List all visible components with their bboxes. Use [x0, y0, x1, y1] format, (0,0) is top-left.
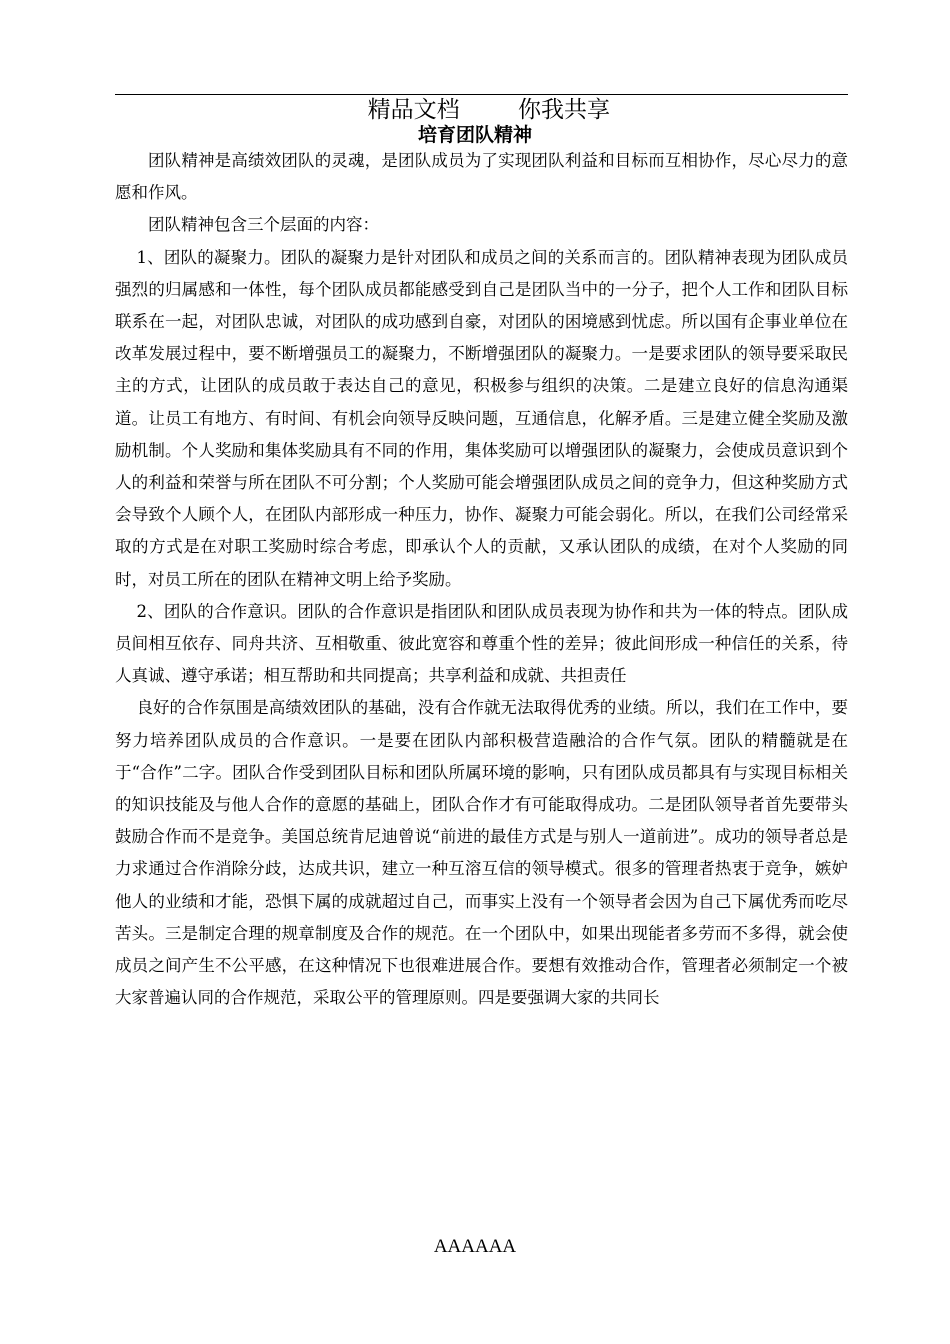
header-text: 精品文档 你我共享	[367, 97, 611, 123]
paragraph-cohesion: 1、团队的凝聚力。团队的凝聚力是针对团队和成员之间的关系而言的。团队精神表现为团队成员强烈的归属感和一体性，每个团队成员都能感受到自己是团队当中的一分子，把个人工作和团队目标联系在一起，对团队忠诚，对团队的成功感到自豪，对团队的困境感到忧虑。所以国有企事业单位在改革发展过程中，要不断增强员工的凝聚力，不断增强团队的凝聚力。一是要求团队的领导要采取民主的方式，让团队的成员敢于表达自己的意见，积极参与组织的决策。二是建立良好的信息沟通渠道。让员工有地方、有时间、有机会向领导反映问题，互通信息，化解矛盾。三是建立健全奖励及激励机制。个人奖励和集体奖励具有不同的作用，集体奖励可以增强团队的凝聚力，会使成员意识到个人的利益和荣誉与所在团队不可分割；个人奖励可能会增强团队成员之间的竞争力，但这种奖励方式会导致个人顾个人，在团队内部形成一种压力，协作、凝聚力可能会弱化。所以，在我们公司经常采取的方式是在对职工奖励时综合考虑，即承认个人的贡献，又承认团队的成绩，在对个人奖励的同时，对员工所在的团队在精神文明上给予奖励。	[115, 247, 848, 589]
page-header	[115, 62, 848, 123]
document-body	[115, 145, 848, 1014]
page-footer	[0, 1236, 950, 1258]
paragraph-atmosphere: 良好的合作氛围是高绩效团队的基础，没有合作就无法取得优秀的业绩。所以，我们在工作中，要努力培养团队成员的合作意识。一是要在团队内部积极营造融洽的合作气氛。团队的精髓就是在于“合作”二字。团队合作受到团队目标和团队所属环境的影响，只有团队成员都具有与实现目标相关的知识技能及与他人合作的意愿的基础上，团队合作才有可能取得成功。二是团队领导者首先要带头鼓励合作而不是竞争。美国总统肯尼迪曾说“前进的最佳方式是与别人一道前进”。成功的领导者总是力求通过合作消除分歧，达成共识，建立一种互溶互信的领导模式。很多的管理者热衷于竞争，嫉妒他人的业绩和才能，恐惧下属的成就超过自己，而事实上没有一个领导者会因为自己下属优秀而吃尽苦头。三是制定合理的规章制度及合作的规范。在一个团队中，如果出现能者多劳而不多得，就会使成员之间产生不公平感，在这种情况下也很难进展合作。要想有效推动合作，管理者必须制定一个被大家普遍认同的合作规范，采取公平的管理原则。四是要强调大家的共同长	[115, 698, 848, 1008]
document-title: 培育团队精神	[417, 124, 532, 146]
paragraph-intro: 团队精神是高绩效团队的灵魂，是团队成员为了实现团队利益和目标而互相协作，尽心尽力的意愿和作风。	[115, 151, 848, 203]
paragraph-layers: 团队精神包含三个层面的内容：	[148, 215, 379, 235]
footer-text: AAAAAA	[433, 1236, 517, 1257]
paragraph-cooperation: 2、团队的合作意识。团队的合作意识是指团队和团队成员表现为协作和共为一体的特点。团队成员间相互依存、同舟共济、互相敬重、彼此宽容和尊重个性的差异；彼此间形成一种信任的关系，待人真诚、遵守承诺；相互帮助和共同提高；共享利益和成就、共担责任	[115, 601, 848, 686]
